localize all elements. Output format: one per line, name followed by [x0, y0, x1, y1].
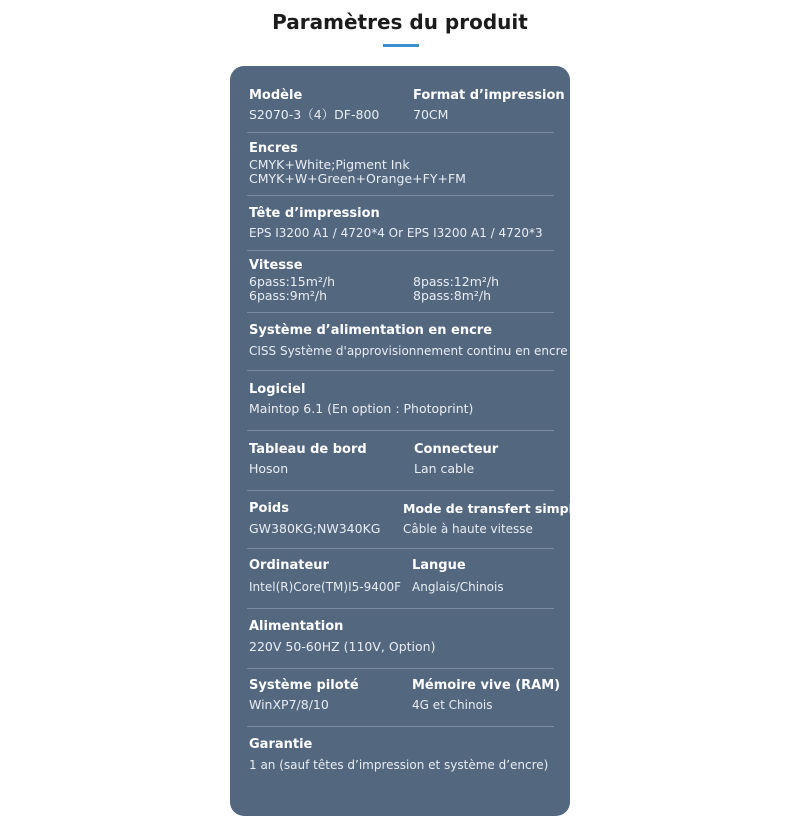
modele-label: Modèle	[249, 88, 303, 103]
langue-value: Anglais/Chinois	[412, 580, 504, 594]
memoire-value: 4G et Chinois	[412, 698, 493, 712]
divider	[247, 668, 554, 669]
tableau-label: Tableau de bord	[249, 442, 367, 457]
ordinateur-label: Ordinateur	[249, 558, 329, 573]
divider	[247, 548, 554, 549]
page-title: Paramètres du produit	[272, 10, 528, 34]
connecteur-label: Connecteur	[414, 442, 499, 457]
transfert-value: Câble à haute vitesse	[403, 522, 533, 536]
divider	[247, 132, 554, 133]
divider	[247, 490, 554, 491]
memoire-label: Mémoire vive (RAM)	[412, 678, 561, 693]
encres-value-1: CMYK+White;Pigment Ink	[249, 157, 410, 172]
format-label: Format d’impression	[413, 88, 565, 103]
vitesse-value-1: 6pass:15m²/h	[249, 274, 336, 289]
systeme-label: Système piloté	[249, 678, 359, 693]
poids-label: Poids	[249, 501, 289, 516]
alimentation-value: 220V 50-60HZ (110V, Option)	[249, 639, 436, 654]
logiciel-value: Maintop 6.1 (En option : Photoprint)	[249, 401, 474, 416]
poids-value: GW380KG;NW340KG	[249, 521, 381, 536]
alim-encre-value: CISS Système d'approvisionnement continu en encre	[249, 344, 568, 358]
garantie-value: 1 an (sauf têtes d’impression et système d’encre)	[249, 758, 549, 772]
title-underline	[383, 44, 419, 47]
alimentation-label: Alimentation	[249, 619, 344, 634]
vitesse-label: Vitesse	[249, 258, 303, 273]
divider	[247, 726, 554, 727]
langue-label: Langue	[412, 558, 466, 573]
connecteur-value: Lan cable	[414, 461, 475, 476]
tete-value: EPS I3200 A1 / 4720*4 Or EPS I3200 A1 / 4720*3	[249, 226, 543, 240]
encres-value-2: CMYK+W+Green+Orange+FY+FM	[249, 171, 466, 186]
divider	[247, 195, 554, 196]
tableau-value: Hoson	[249, 461, 289, 476]
divider	[247, 370, 554, 371]
ordinateur-value: Intel(R)Core(TM)I5-9400F	[249, 580, 402, 594]
vitesse-value-3: 6pass:9m²/h	[249, 288, 328, 303]
encres-label: Encres	[249, 141, 298, 156]
systeme-value: WinXP7/8/10	[249, 697, 329, 712]
format-value: 70CM	[413, 107, 449, 122]
modele-value: S2070-3（4）DF-800	[249, 107, 380, 122]
vitesse-value-2: 8pass:12m²/h	[413, 274, 500, 289]
divider	[247, 250, 554, 251]
garantie-label: Garantie	[249, 737, 313, 752]
divider	[247, 608, 554, 609]
vitesse-value-4: 8pass:8m²/h	[413, 288, 492, 303]
alim-encre-label: Système d’alimentation en encre	[249, 323, 493, 338]
divider	[247, 312, 554, 313]
transfert-label: Mode de transfert simple	[403, 501, 582, 516]
logiciel-label: Logiciel	[249, 382, 306, 397]
tete-label: Tête d’impression	[249, 206, 380, 221]
divider	[247, 430, 554, 431]
